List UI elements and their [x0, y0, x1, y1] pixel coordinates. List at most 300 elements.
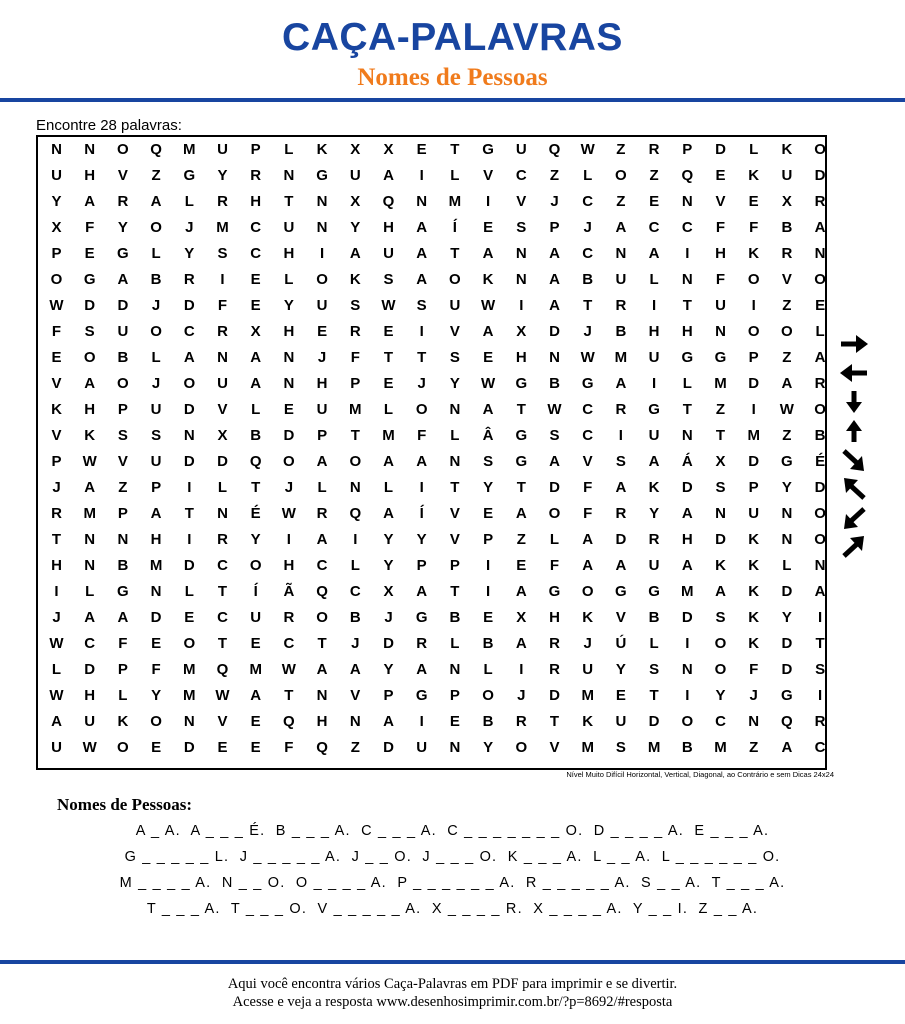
grid-letter: R	[814, 192, 826, 210]
grid-letter: K	[748, 530, 760, 548]
grid-letter: G	[415, 608, 428, 626]
grid-letter: A	[515, 504, 527, 522]
grid-letter: R	[549, 660, 560, 678]
grid-letter: L	[450, 634, 460, 652]
grid-letter: N	[316, 192, 328, 210]
grid-letter: A	[250, 348, 262, 366]
grid-letter: J	[185, 218, 194, 236]
grid-letter: G	[515, 426, 528, 444]
grid-letter: F	[583, 478, 593, 496]
grid-letter: N	[117, 530, 129, 548]
grid-letter: L	[749, 140, 759, 158]
grid-letter: X	[51, 218, 62, 236]
grid-letter: N	[814, 244, 826, 262]
grid-letter: A	[349, 244, 361, 262]
grid-letter: R	[515, 712, 527, 730]
arrow-down-right-icon	[838, 448, 870, 472]
grid-letter: B	[549, 374, 560, 392]
grid-letter: K	[349, 270, 361, 288]
grid-letter: A	[250, 686, 262, 704]
grid-letter: O	[814, 140, 826, 158]
grid-letter: O	[50, 270, 63, 288]
grid-letter: C	[582, 244, 594, 262]
grid-letter: P	[748, 348, 759, 366]
grid-letter: V	[449, 504, 460, 522]
grid-letter: W	[580, 348, 595, 366]
grid-letter: N	[549, 348, 560, 366]
grid-letter: E	[483, 348, 494, 366]
grid-letter: N	[283, 348, 295, 366]
grid-letter: N	[416, 192, 428, 210]
grid-letter: I	[187, 478, 192, 496]
grid-letter: U	[316, 400, 328, 418]
grid-letter: A	[416, 244, 428, 262]
grid-letter: R	[250, 166, 262, 184]
grid-letter: A	[648, 244, 660, 262]
grid-letter: Y	[151, 686, 162, 704]
grid-letter: K	[117, 712, 129, 730]
grid-letter: H	[250, 192, 262, 210]
grid-letter: A	[416, 582, 428, 600]
grid-letter: C	[84, 634, 96, 652]
grid-letter: T	[682, 296, 692, 314]
grid-letter: D	[748, 374, 760, 392]
grid-letter: U	[150, 400, 162, 418]
grid-letter: I	[685, 686, 690, 704]
grid-letter: T	[450, 478, 460, 496]
grid-letter: Q	[316, 582, 328, 600]
grid-letter: P	[449, 556, 460, 574]
grid-letter: M	[149, 556, 163, 574]
grid-letter: M	[382, 426, 395, 444]
difficulty-note: Nível Muito Difícil Horizontal, Vertical, Diagonal, ao Contrário e sem Dicas 24x24	[566, 770, 834, 779]
grid-letter: L	[85, 582, 95, 600]
top-divider	[0, 98, 905, 102]
grid-letter: C	[515, 166, 527, 184]
grid-letter: O	[117, 738, 129, 756]
grid-letter: M	[614, 348, 628, 366]
grid-letter: G	[515, 452, 528, 470]
grid-letter: A	[781, 738, 793, 756]
grid-letter: I	[486, 556, 491, 574]
grid-letter: H	[283, 556, 295, 574]
grid-letter: Z	[151, 166, 161, 184]
words-section-title: Nomes de Pessoas:	[57, 795, 193, 814]
grid-letter: Z	[649, 166, 659, 184]
grid-letter: N	[349, 478, 361, 496]
grid-letter: H	[681, 530, 693, 548]
grid-letter: A	[383, 452, 394, 470]
grid-letter: V	[51, 426, 62, 444]
grid-letter: D	[549, 478, 560, 496]
grid-letter: R	[416, 634, 428, 652]
footer-text: Aqui você encontra vários Caça-Palavras em PDF para imprimir e se divertir.	[227, 976, 678, 992]
grid-letter: J	[351, 634, 360, 652]
grid-letter: D	[715, 530, 726, 548]
grid-letter: D	[150, 608, 162, 626]
grid-letter: P	[383, 686, 394, 704]
grid-letter: J	[417, 374, 426, 392]
grid-letter: F	[217, 296, 228, 314]
grid-letter: A	[250, 374, 262, 392]
hint-row: M _ _ _ _ A. N _ _ O. O _ _ _ _ A. P _ _ _ _ _ _ A. R _ _ _ _ _ A. S _ _ A. T _ _ _ A.	[119, 875, 786, 891]
grid-letter: A	[416, 270, 428, 288]
grid-letter: E	[483, 608, 494, 626]
direction-arrows	[834, 332, 874, 564]
grid-letter: I	[286, 530, 291, 548]
grid-letter: N	[515, 270, 527, 288]
grid-letter: O	[747, 270, 760, 288]
grid-letter: K	[748, 556, 760, 574]
grid-letter: R	[615, 504, 627, 522]
grid-letter: E	[383, 374, 394, 392]
grid-letter: M	[249, 660, 262, 678]
grid-letter: I	[685, 634, 690, 652]
grid-letter: R	[648, 530, 660, 548]
grid-letter: L	[549, 530, 560, 548]
grid-letter: S	[483, 452, 494, 470]
grid-letter: W	[547, 400, 562, 418]
grid-letter: F	[350, 348, 360, 366]
grid-letter: D	[183, 296, 195, 314]
grid-letter: O	[781, 322, 793, 340]
arrow-right-icon	[838, 332, 870, 356]
grid-letter: Y	[449, 374, 460, 392]
grid-letter: E	[250, 712, 261, 730]
grid-letter: A	[150, 192, 162, 210]
grid-letter: W	[82, 452, 97, 470]
grid-letter: O	[316, 608, 328, 626]
grid-letter: R	[549, 634, 560, 652]
grid-letter: U	[150, 452, 162, 470]
grid-letter: C	[681, 218, 693, 236]
grid-letter: U	[217, 374, 228, 392]
grid-letter: A	[549, 296, 560, 314]
grid-letter: I	[353, 530, 358, 548]
grid-letter: A	[615, 556, 627, 574]
grid-letter: O	[83, 348, 96, 366]
grid-letter: D	[84, 660, 96, 678]
grid-letter: Í	[253, 582, 258, 600]
grid-letter: O	[283, 452, 295, 470]
grid-letter: B	[482, 712, 494, 730]
grid-letter: Y	[483, 738, 494, 756]
grid-letter: S	[151, 426, 162, 444]
grid-letter: N	[615, 244, 627, 262]
grid-letter: J	[384, 608, 393, 626]
grid-letter: Q	[150, 140, 162, 158]
grid-letter: V	[350, 686, 361, 704]
grid-letter: V	[582, 452, 593, 470]
grid-letter: S	[549, 426, 560, 444]
grid-letter: W	[481, 296, 496, 314]
grid-letter: H	[316, 712, 328, 730]
grid-letter: A	[84, 374, 96, 392]
grid-letter: Y	[383, 530, 394, 548]
grid-letter: E	[184, 608, 195, 626]
grid-letter: D	[183, 452, 195, 470]
grid-letter: D	[781, 660, 793, 678]
grid-letter: E	[151, 634, 162, 652]
grid-letter: L	[151, 348, 161, 366]
grid-letter: N	[84, 556, 96, 574]
grid-letter: T	[549, 712, 560, 730]
grid-letter: J	[517, 686, 526, 704]
grid-letter: F	[715, 218, 726, 236]
grid-letter: D	[183, 738, 195, 756]
grid-letter: Z	[782, 426, 792, 444]
grid-letter: C	[582, 426, 594, 444]
grid-letter: T	[583, 296, 593, 314]
grid-letter: T	[516, 478, 526, 496]
grid-letter: W	[381, 296, 396, 314]
grid-letter: F	[151, 660, 161, 678]
grid-letter: D	[549, 686, 560, 704]
grid-letter: K	[748, 634, 760, 652]
grid-letter: N	[715, 322, 726, 340]
grid-letter: U	[615, 712, 627, 730]
grid-letter: N	[681, 660, 693, 678]
grid-letter: A	[416, 660, 428, 678]
grid-letter: N	[781, 530, 793, 548]
grid-letter: S	[350, 296, 361, 314]
grid-letter: L	[217, 478, 228, 496]
grid-letter: T	[217, 634, 228, 652]
grid-letter: P	[682, 140, 693, 158]
arrow-down-left-icon	[838, 506, 870, 530]
grid-letter: O	[814, 270, 826, 288]
grid-letter: B	[449, 608, 461, 626]
grid-letter: E	[250, 296, 261, 314]
grid-letter: K	[582, 712, 594, 730]
grid-letter: A	[615, 218, 627, 236]
grid-letter: H	[150, 530, 162, 548]
grid-letter: N	[715, 504, 726, 522]
grid-letter: N	[217, 348, 228, 366]
grid-letter: I	[652, 296, 657, 314]
grid-letter: L	[284, 140, 294, 158]
grid-letter: O	[581, 582, 594, 600]
grid-letter: K	[748, 582, 760, 600]
grid-letter: L	[483, 660, 493, 678]
grid-letter: N	[449, 452, 461, 470]
grid-letter: H	[84, 166, 96, 184]
grid-letter: H	[681, 322, 693, 340]
grid-letter: I	[652, 374, 657, 392]
grid-letter: L	[450, 426, 460, 444]
grid-letter: Q	[548, 140, 561, 158]
grid-letter: J	[52, 608, 61, 626]
arrow-left-icon	[838, 361, 870, 385]
grid-letter: R	[648, 140, 660, 158]
grid-letter: T	[350, 426, 360, 444]
grid-letter: Z	[715, 400, 726, 418]
grid-letter: T	[217, 582, 228, 600]
grid-letter: G	[548, 582, 561, 600]
grid-letter: T	[51, 530, 62, 548]
grid-letter: I	[751, 400, 756, 418]
grid-letter: F	[284, 738, 294, 756]
grid-letter: L	[317, 478, 327, 496]
grid-letter: G	[714, 348, 727, 366]
grid-letter: C	[283, 634, 295, 652]
grid-letter: M	[349, 400, 362, 418]
grid-letter: A	[316, 452, 328, 470]
grid-letter: U	[250, 608, 262, 626]
grid-letter: A	[549, 244, 560, 262]
grid-letter: B	[582, 270, 594, 288]
grid-letter: D	[814, 478, 826, 496]
grid-letter: P	[250, 140, 261, 158]
grid-letter: W	[281, 504, 296, 522]
grid-letter: P	[117, 400, 128, 418]
grid-letter: C	[183, 322, 195, 340]
grid-letter: L	[151, 244, 161, 262]
grid-letter: F	[85, 218, 95, 236]
grid-letter: I	[486, 582, 491, 600]
grid-letter: E	[217, 738, 228, 756]
grid-letter: Y	[781, 478, 792, 496]
grid-letter: F	[583, 504, 593, 522]
arrow-down-icon	[838, 390, 870, 414]
grid-letter: L	[649, 270, 659, 288]
grid-letter: I	[519, 296, 524, 314]
grid-letter: T	[383, 348, 394, 366]
grid-letter: B	[615, 322, 627, 340]
grid-letter: V	[449, 530, 460, 548]
grid-letter: D	[748, 452, 760, 470]
grid-letter: L	[649, 634, 659, 652]
grid-letter: F	[51, 322, 62, 340]
grid-letter: Y	[250, 530, 261, 548]
grid-letter: R	[814, 374, 826, 392]
grid-letter: A	[84, 192, 96, 210]
grid-letter: U	[316, 296, 328, 314]
grid-letter: M	[714, 374, 727, 392]
grid-letter: M	[714, 738, 727, 756]
grid-letter: Q	[681, 166, 694, 184]
grid-letter: J	[550, 192, 559, 210]
grid-letter: L	[583, 166, 593, 184]
grid-letter: A	[582, 556, 594, 574]
grid-letter: M	[681, 582, 694, 600]
grid-letter: Y	[781, 608, 792, 626]
grid-letter: M	[581, 738, 594, 756]
grid-letter: I	[519, 660, 524, 678]
grid-letter: X	[250, 322, 261, 340]
grid-letter: M	[747, 426, 760, 444]
grid-letter: Z	[749, 738, 759, 756]
grid-letter: K	[748, 244, 760, 262]
hint-row: A _ A. A _ _ _ É. B _ _ _ A. C _ _ _ A. C _ _ _ _ _ _ _ O. D _ _ _ _ A. E _ _ _ A.	[135, 823, 770, 839]
grid-letter: X	[350, 192, 361, 210]
grid-letter: U	[416, 738, 428, 756]
grid-letter: G	[781, 686, 793, 704]
grid-letter: V	[117, 166, 128, 184]
grid-letter: R	[615, 296, 627, 314]
grid-letter: V	[516, 192, 527, 210]
grid-letter: C	[582, 400, 594, 418]
grid-letter: N	[449, 738, 461, 756]
grid-letter: U	[51, 166, 62, 184]
grid-letter: A	[316, 530, 328, 548]
grid-letter: A	[416, 452, 428, 470]
grid-letter: N	[681, 270, 693, 288]
grid-letter: X	[383, 140, 394, 158]
grid-letter: I	[685, 244, 690, 262]
grid-letter: E	[250, 634, 261, 652]
grid-letter: U	[715, 296, 726, 314]
grid-letter: E	[84, 244, 95, 262]
grid-letter: T	[184, 504, 194, 522]
grid-letter: Q	[349, 504, 362, 522]
grid-letter: I	[486, 192, 491, 210]
grid-letter: R	[781, 244, 793, 262]
arrow-up-icon	[838, 419, 870, 443]
grid-letter: F	[549, 556, 560, 574]
grid-letter: U	[51, 738, 62, 756]
grid-letter: K	[781, 140, 793, 158]
grid-letter: Q	[216, 660, 229, 678]
grid-letter: V	[483, 166, 494, 184]
grid-letter: Y	[117, 218, 128, 236]
grid-letter: N	[515, 244, 527, 262]
grid-letter: W	[49, 634, 64, 652]
grid-letter: M	[581, 686, 594, 704]
hint-row: G _ _ _ _ _ L. J _ _ _ _ _ A. J _ _ O. J _ _ _ O. K _ _ _ A. L _ _ A. L _ _ _ _ _ _ O.	[124, 849, 781, 865]
grid-letter: B	[681, 738, 693, 756]
grid-letter: A	[117, 608, 129, 626]
grid-letter: P	[117, 504, 128, 522]
grid-letter: G	[615, 582, 627, 600]
grid-letter: V	[781, 270, 792, 288]
grid-letter: G	[581, 374, 594, 392]
grid-letter: N	[283, 374, 295, 392]
grid-letter: Q	[249, 452, 262, 470]
grid-letter: E	[416, 140, 427, 158]
grid-letter: D	[183, 400, 195, 418]
grid-letter: D	[84, 296, 96, 314]
grid-letter: Z	[549, 166, 560, 184]
grid-letter: H	[549, 608, 560, 626]
grid-letter: G	[648, 400, 660, 418]
grid-letter: A	[681, 504, 693, 522]
grid-letter: L	[284, 270, 294, 288]
grid-letter: Â	[482, 426, 494, 444]
grid-letter: A	[383, 504, 394, 522]
grid-letter: W	[215, 686, 230, 704]
grid-letter: A	[383, 166, 394, 184]
grid-letter: O	[714, 660, 727, 678]
grid-letter: U	[217, 140, 228, 158]
grid-letter: G	[482, 140, 494, 158]
grid-letter: T	[450, 582, 460, 600]
grid-letter: C	[250, 218, 262, 236]
grid-letter: Z	[616, 140, 626, 158]
grid-letter: O	[681, 712, 694, 730]
grid-letter: H	[715, 244, 726, 262]
grid-letter: H	[648, 322, 660, 340]
grid-letter: J	[151, 374, 161, 392]
grid-letter: S	[383, 270, 394, 288]
grid-letter: N	[814, 556, 826, 574]
grid-letter: W	[281, 660, 296, 678]
word-search-grid	[36, 135, 827, 770]
grid-letter: N	[51, 140, 62, 158]
grid-letter: V	[715, 192, 726, 210]
grid-letter: A	[781, 374, 793, 392]
arrow-up-right-icon	[838, 535, 870, 559]
